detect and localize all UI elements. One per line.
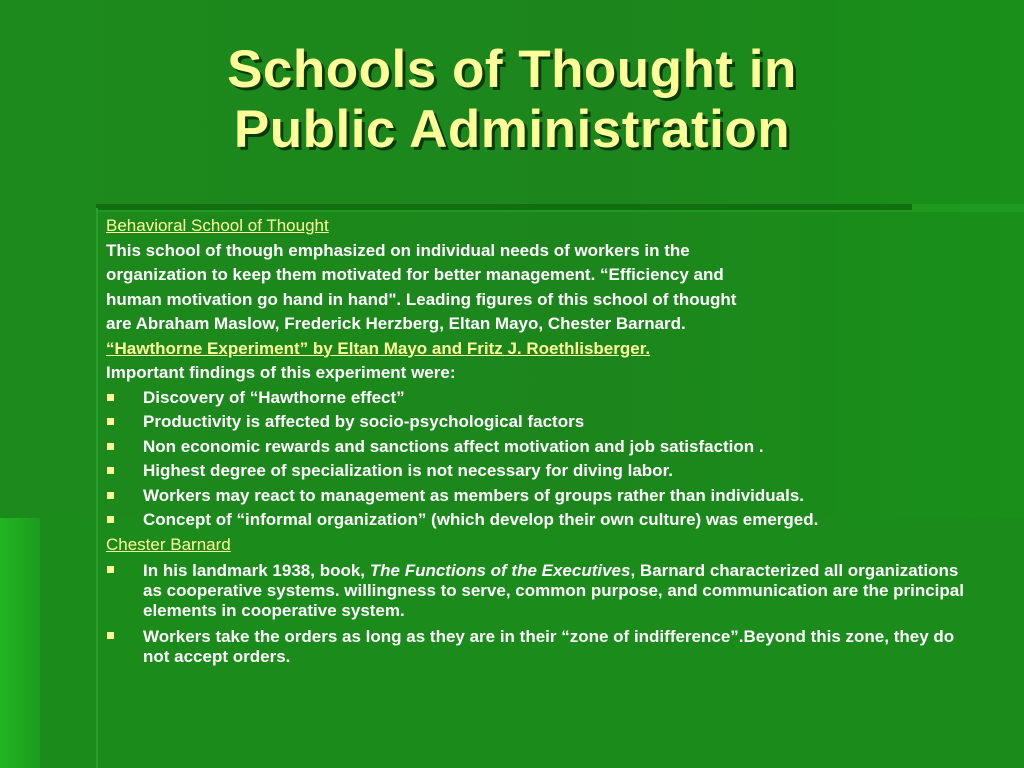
findings-intro: Important findings of this experiment were:	[106, 363, 456, 382]
finding-text: Discovery of “Hawthorne effect”	[143, 387, 405, 407]
bullet-square-icon	[107, 467, 114, 474]
barnard-text: Workers take the orders as long as they are in their “zone of indifference”.Beyond this zone, they do not accept orders.	[143, 627, 955, 666]
paragraph-line: are Abraham Maslow, Frederick Herzberg, Eltan Mayo, Chester Barnard.	[106, 314, 686, 333]
finding-text: Workers may react to management as members of groups rather than individuals.	[143, 485, 804, 505]
finding-list-item	[106, 435, 976, 460]
finding-list-item	[106, 459, 976, 484]
chester-barnard-link[interactable]: Chester Barnard	[106, 534, 231, 554]
bullet-square-icon	[107, 516, 114, 523]
finding-text: Concept of “informal organization” (which develop their own culture) was emerged.	[143, 510, 819, 529]
paragraph-line: organization to keep them motivated for better management. “Efficiency and	[106, 265, 724, 284]
barnard-text-suffix: , Barnard characterized all organizations as cooperative systems. willingness to serve, common purpose, and communication are the principal elements in cooperative system.	[143, 561, 964, 620]
vertical-rule	[96, 208, 98, 768]
bullet-square-icon	[107, 443, 114, 450]
barnard-list-item	[106, 627, 976, 671]
bullet-square-icon	[107, 418, 114, 425]
paragraph-line: This school of though emphasized on individual needs of workers in the	[106, 240, 690, 260]
title-line-1: Schools of Thought in	[227, 40, 797, 99]
paragraph-line: human motivation go hand in hand". Leading figures of this school of thought	[106, 289, 737, 309]
bullet-square-icon	[107, 394, 114, 401]
slide-title	[0, 40, 1024, 160]
book-title: The Functions of the Executives	[369, 561, 631, 580]
background-left-band	[0, 518, 40, 768]
hawthorne-experiment-link[interactable]: “Hawthorne Experiment” by Eltan Mayo and Fritz J. Roethlisberger.	[106, 338, 651, 358]
bullet-square-icon	[107, 632, 114, 639]
bullet-square-icon	[107, 566, 114, 573]
top-rule-highlight	[96, 210, 912, 212]
finding-list-item	[106, 508, 976, 533]
behavioral-heading-link[interactable]: Behavioral School of Thought	[106, 216, 329, 235]
slide-body	[106, 214, 976, 671]
finding-text: Highest degree of specialization is not necessary for diving labor.	[143, 461, 673, 480]
title-line-2: Public Administration	[233, 100, 791, 159]
finding-list-item	[106, 410, 976, 435]
barnard-list-item	[106, 561, 976, 625]
finding-list-item	[106, 484, 976, 509]
finding-text: Non economic rewards and sanctions affect motivation and job satisfaction .	[143, 436, 764, 456]
top-rule-right-block	[912, 204, 1024, 212]
barnard-text-prefix: In his landmark 1938, book,	[143, 561, 370, 580]
finding-list-item	[106, 386, 976, 411]
finding-text: Productivity is affected by socio-psychological factors	[143, 412, 585, 431]
bullet-square-icon	[107, 492, 114, 499]
